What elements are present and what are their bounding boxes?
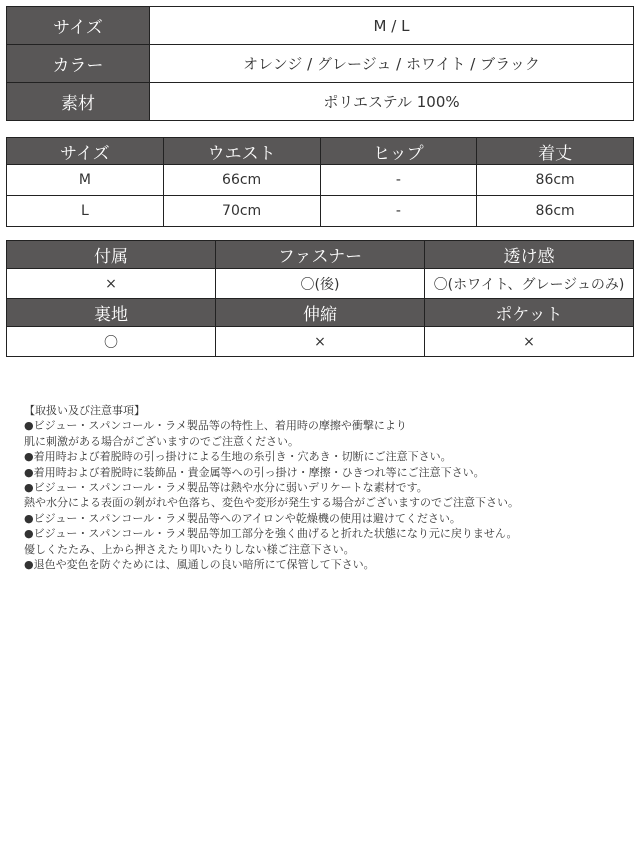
- size-value: M / L: [150, 7, 634, 45]
- note-line: ●着用時および着脱時の引っ掛けによる生地の糸引き・穴あき・切断にご注意下さい。: [24, 450, 452, 464]
- hip-header: ヒップ: [320, 138, 477, 165]
- detail-value-row-2: [7, 327, 634, 357]
- sheerness-header: 透け感: [425, 241, 634, 269]
- waist-cell: 66cm: [163, 165, 320, 196]
- color-value: オレンジ / グレージュ / ホワイト / ブラック: [150, 45, 634, 83]
- size-label: サイズ: [7, 7, 150, 45]
- spec-table: [6, 6, 634, 121]
- spec-row-color: [7, 45, 634, 83]
- waist-cell: 70cm: [163, 196, 320, 227]
- size-cell: M: [7, 165, 164, 196]
- note-line: 優しくたたみ、上から押さえたり叩いたりしない様ご注意下さい。: [24, 542, 355, 556]
- accessories-header: 付属: [7, 241, 216, 269]
- length-header: 着丈: [477, 138, 634, 165]
- hip-cell: -: [320, 196, 477, 227]
- stretch-header: 伸縮: [216, 299, 425, 327]
- accessories-value: ×: [7, 269, 216, 299]
- spec-row-material: [7, 83, 634, 121]
- detail-value-row-1: [7, 269, 634, 299]
- pocket-header: ポケット: [425, 299, 634, 327]
- size-table-header: [7, 138, 634, 165]
- color-label: カラー: [7, 45, 150, 83]
- note-line: ●退色や変色を防ぐためには、風通しの良い暗所にて保管して下さい。: [24, 558, 375, 572]
- waist-header: ウエスト: [163, 138, 320, 165]
- table-row: [7, 196, 634, 227]
- zipper-header: ファスナー: [216, 241, 425, 269]
- note-line: ●ビジュー・スパンコール・ラメ製品等へのアイロンや乾燥機の使用は避けてください。: [24, 511, 461, 525]
- note-line: ●ビジュー・スパンコール・ラメ製品等加工部分を強く曲げると折れた状態になり元に戻りません。: [24, 527, 518, 541]
- detail-table: [6, 240, 634, 357]
- material-label: 素材: [7, 83, 150, 121]
- hip-cell: -: [320, 165, 477, 196]
- notes-title: 【取扱い及び注意事項】: [24, 404, 145, 417]
- size-header: サイズ: [7, 138, 164, 165]
- note-line: ●ビジュー・スパンコール・ラメ製品等の特性上、着用時の摩擦や衝撃により: [24, 419, 407, 433]
- note-line: ●着用時および着脱時に装飾品・貴金属等への引っ掛け・摩擦・ひきつれ等にご注意下さい。: [24, 465, 485, 479]
- note-line: ●ビジュー・スパンコール・ラメ製品等は熱や水分に弱いデリケートな素材です。: [24, 481, 428, 495]
- care-notes: [24, 403, 634, 572]
- detail-header-row-2: [7, 299, 634, 327]
- length-cell: 86cm: [477, 196, 634, 227]
- size-table: [6, 137, 634, 227]
- size-cell: L: [7, 196, 164, 227]
- length-cell: 86cm: [477, 165, 634, 196]
- lining-value: 〇: [7, 327, 216, 357]
- pocket-value: ×: [425, 327, 634, 357]
- spec-row-size: [7, 7, 634, 45]
- sheerness-value: 〇(ホワイト、グレージュのみ): [425, 269, 634, 299]
- stretch-value: ×: [216, 327, 425, 357]
- lining-header: 裏地: [7, 299, 216, 327]
- zipper-value: 〇(後): [216, 269, 425, 299]
- detail-header-row-1: [7, 241, 634, 269]
- material-value: ポリエステル 100%: [150, 83, 634, 121]
- note-line: 熱や水分による表面の剝がれや色落ち、変色や変形が発生する場合がございますのでご注意下さい。: [24, 496, 519, 510]
- note-line: 肌に刺激がある場合がございますのでご注意ください。: [24, 434, 299, 448]
- table-row: [7, 165, 634, 196]
